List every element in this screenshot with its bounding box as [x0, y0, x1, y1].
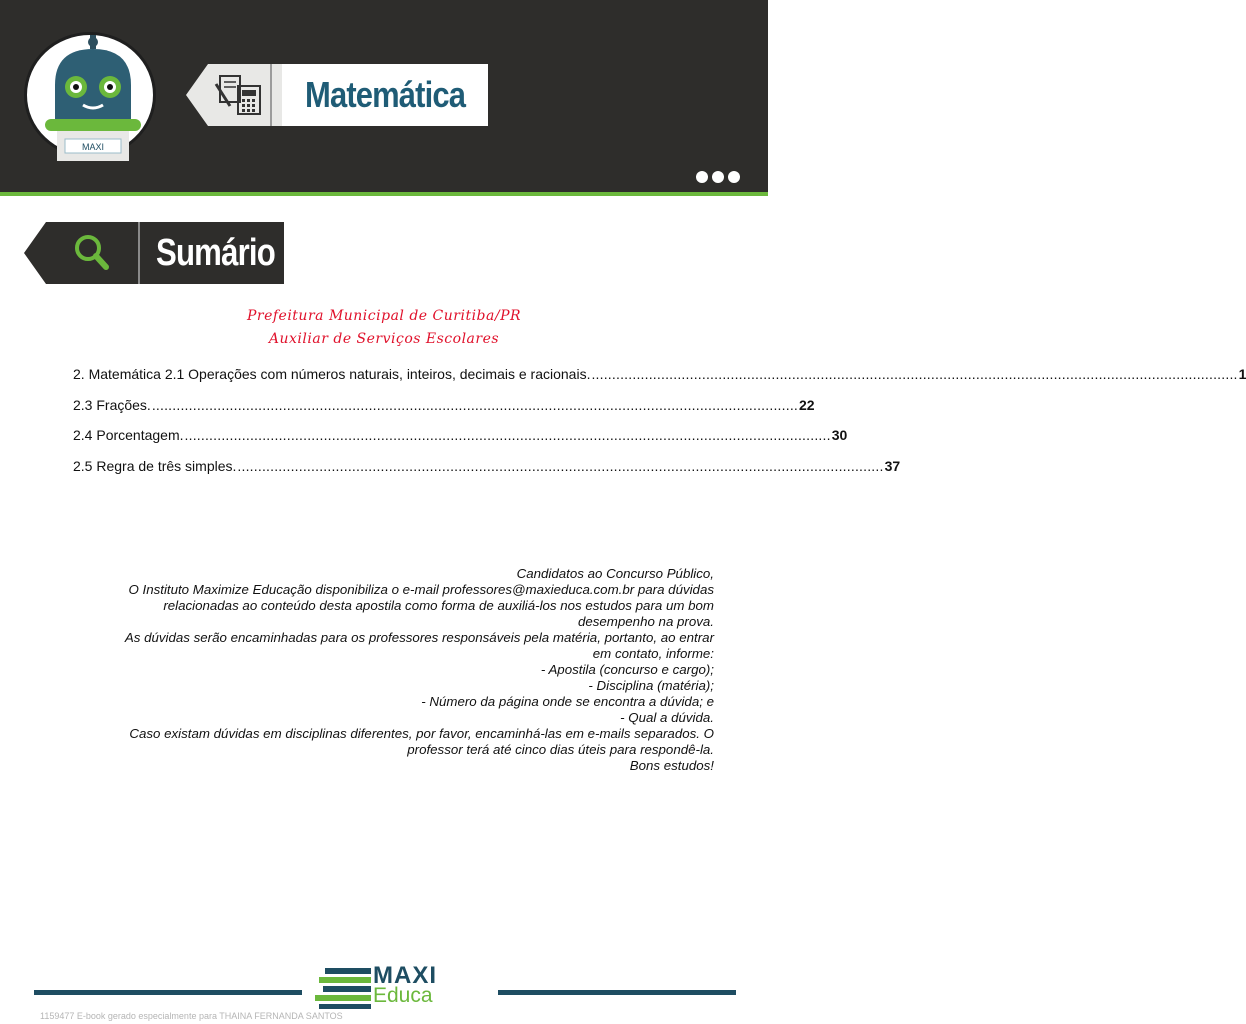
notice-line: relacionadas ao conteúdo desta apostila como forma de auxiliá-los nos estudos para um bom	[163, 598, 714, 613]
books-logo-icon	[313, 962, 373, 1010]
ebook-watermark: 1159477 E-book gerado especialmente para THAINA FERNANDA SANTOS	[40, 1011, 343, 1021]
notice-line: Bons estudos!	[629, 758, 714, 773]
header-accent-line	[0, 192, 768, 196]
mascot-logo-text: MAXI	[81, 142, 105, 152]
title-box	[282, 64, 488, 126]
dot	[712, 171, 724, 183]
more-dots-icon	[696, 171, 740, 183]
notice-line: - Apostila (concurso e cargo);	[540, 662, 714, 677]
toc-entry[interactable]	[73, 458, 901, 489]
logo-text-maxi: MAXI	[373, 962, 437, 989]
notice-line: em contato, informe:	[592, 646, 714, 661]
footer-line-right	[498, 990, 736, 995]
notice-line: - Qual a dúvida.	[620, 710, 714, 725]
notice-line: As dúvidas serão encaminhadas para os professores responsáveis pela matéria, portanto, ao entrar	[124, 630, 714, 645]
toc-entry-page: 22	[799, 396, 815, 413]
title-tab-arrow	[186, 64, 208, 126]
notice-line: - Disciplina (matéria);	[588, 678, 714, 693]
subtitle-line-1: Prefeitura Municipal de Curitiba/PR	[246, 308, 522, 324]
footer-line-left	[34, 990, 302, 995]
logo-text-educa: Educa	[373, 984, 433, 1007]
notice-line: - Número da página onde se encontra a dúvida; e	[421, 694, 714, 709]
subject-title-tab	[186, 64, 488, 126]
toc-entry-page: 37	[884, 458, 901, 475]
table-of-contents	[73, 366, 1246, 489]
notice-line: desempenho na prova.	[577, 614, 714, 629]
maxi-educa-logo	[313, 962, 463, 1010]
toc-entry-page: 30	[831, 427, 848, 444]
toc-entry-label: 2.3 Frações.	[73, 396, 151, 413]
toc-entry[interactable]	[73, 396, 815, 428]
section-title-box	[146, 222, 284, 284]
subtitle-line-2: Auxiliar de Serviços Escolares	[268, 331, 500, 347]
toc-leader-dots: ..............................................................................................................................................................	[151, 396, 798, 413]
toc-leader-dots: ..............................................................................................................................................................	[184, 427, 831, 444]
section-title: Sumário	[156, 231, 275, 274]
dot	[696, 171, 708, 183]
toc-leader-dots: ..............................................................................................................................................................	[237, 458, 884, 475]
robot-mascot-icon	[24, 32, 156, 158]
notice-line: Candidatos ao Concurso Público,	[516, 566, 714, 581]
notice-line: O Instituto Maximize Educação disponibiliza o e-mail professores@maxieduca.com.br para dúvidas	[128, 582, 714, 597]
toc-entry[interactable]	[73, 366, 1246, 397]
title-tab-divider	[270, 64, 282, 126]
section-tab-arrow	[24, 222, 46, 284]
section-tab-divider	[138, 222, 146, 284]
candidate-notice	[70, 566, 714, 774]
toc-entry[interactable]	[73, 427, 848, 458]
toc-entry-label: 2.4 Porcentagem.	[73, 427, 184, 444]
pencil-document-calculator-icon	[208, 64, 270, 126]
toc-entry-label: 2.5 Regra de três simples.	[73, 458, 237, 475]
toc-entry-label: 2. Matemática 2.1 Operações com números naturais, inteiros, decimais e racionais.	[73, 366, 591, 382]
page-title: Matemática	[304, 74, 466, 115]
toc-entry-page: 1	[1238, 366, 1246, 382]
magnifier-icon	[46, 222, 138, 284]
toc-leader-dots: ..............................................................................................................................................................	[591, 366, 1238, 382]
dot	[728, 171, 740, 183]
notice-line: Caso existam dúvidas em disciplinas diferentes, por favor, encaminhá-las em e-mails separados. O	[129, 726, 714, 741]
section-title-tab	[24, 222, 284, 284]
notice-line: professor terá até cinco dias úteis para respondê-la.	[407, 742, 714, 757]
